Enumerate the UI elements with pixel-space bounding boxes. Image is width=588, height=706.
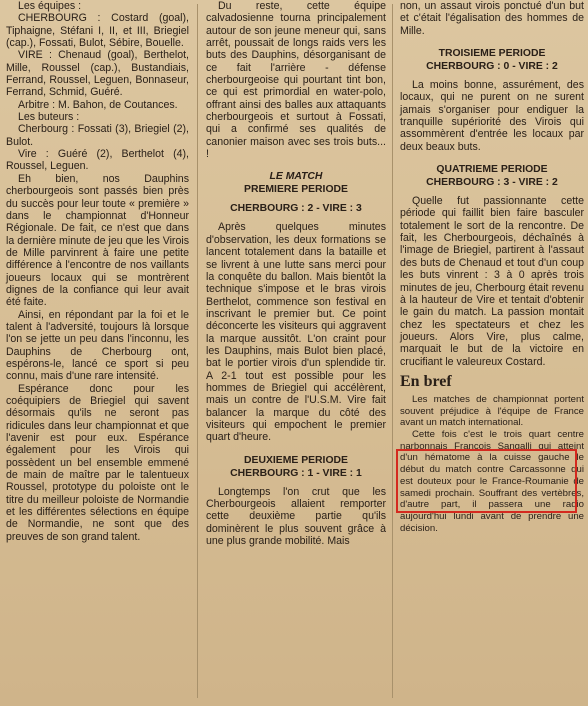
brief-heading: En bref (400, 372, 452, 390)
column-left (6, 0, 189, 543)
team-cherbourg: CHERBOURG : Costard (goal), Tiphaigne, Stéfani I, II, et III, Briegiel (cap.), Fossati, Bulot, Sébire, Bouelle. (6, 12, 189, 50)
column-rule (197, 4, 198, 698)
scorers-vire: Vire : Guéré (2), Berthelot (4), Roussel, Leguen. (6, 148, 189, 173)
highlight-box (396, 449, 577, 513)
article-paragraph: Ainsi, en répondant par la foi et le talent à l'adversité, toujours là lorsque l'on se jette un peu dans l'inconnu, les Dauphins de Cherbourg ont, espérons-le, lancé ce sport si peu connu, mais d'une rare intensité. (6, 308, 189, 383)
section-heading: LE MATCH (269, 171, 323, 183)
article-paragraph: Après quelques minutes d'observation, les deux formations se lancent totalement dans la bataille et se livrent à une lutte sans merci pour la conquête du ballon. Mais bientôt la technique s'impose et le bras virois Berthelot, commence son festival en inscrivant le premier but. Ce point déconcerte les visiteurs qui aggravent la marque aussitôt. L'on craint pour les Dauphins, mais Bulot bien placé, bat le portier virois d'un splendide tir. A 2-1 tout est possible pour les hommes de Briegiel qui accélèrent, mais un contre de l'U.S.M. Vire fait balancer la marque du côté des visiteurs qui empochent le premier quart d'heure. (206, 221, 386, 444)
referee: Arbitre : M. Bahon, de Coutances. (18, 98, 178, 111)
team-vire: VIRE : Chenaud (goal), Berthelot, Mille, Roussel (cap.), Bustandiais, Ferrand, Roussel, Leguen, Bonnaseur, Ferrand, Schmid, Guéré. (6, 49, 189, 99)
period-heading: PREMIERE PERIODE (244, 184, 348, 196)
brief-paragraph: Les matches de championnat portent souvent préjudice à l'équipe de France avant un match international. (400, 393, 584, 429)
period-heading: DEUXIEME PERIODE (244, 454, 348, 466)
article-paragraph: Quelle fut passionnante cette période qui faillit bien faire basculer totalement le sort de la rencontre. De fait, les Cherbourgeois, déchaînés à l'image de Briegiel, partirent à l'assaut des buts de Chenaud et tout d'un coup les buts vinrent : 3 à 0 après trois minutes de jeu, Cherbourg était revenu à la hauteur de Vire et tentait d'obtenir le gain du match. La passion montait chez les spectateurs et chez les joueurs. Alors Vire, plus calme, marquait le but de la victoire en crucifiant le valeureux Costard. (400, 195, 584, 368)
period-score: CHERBOURG : 0 - VIRE : 2 (426, 61, 558, 73)
article-paragraph: Du reste, cette équipe calvadosienne tourna principalement autour de son jeune meneur qui, sans arrêt, poussait de longs raids vers les buts des Dauphins, désorganisant de ce fait l'arrière - défense cherbourgeoise qui pourtant tint bon, ce qui est primordial en water-polo, offrant ainsi des balles aux attaquants cherbourgeois et surtout à Fossati, qui a confirmé ses qualités de canonier maison avec ses trois buts... ! (206, 0, 386, 161)
column-rule (392, 4, 393, 698)
teams-label: Les équipes : (18, 0, 82, 12)
scorers-cherbourg: Cherbourg : Fossati (3), Briegiel (2), Bulot. (6, 123, 189, 148)
article-paragraph: Longtemps l'on crut que les Cherbourgeois allaient remporter cette deuxième partie qu'ils dominèrent le plus souvent grâce à une plus grande mobilité. Mais (206, 485, 386, 548)
article-paragraph: Espérance donc pour les coéquipiers de Briegiel qui savent désormais qu'ils ne seront pas ridicules dans leur championnat et que l'avenir est pour eux. Espérance également pour les Virois qui possèdent un bel ensemble emmené de main de maître par le talentueux Roussel, prototype du poloiste ont le titre du meilleur poloiste de Normandie et les différentes sélections en équipe de Normandie, ne sont que des preuves de son grand talent. (6, 382, 189, 543)
brief-paragraph: Cette fois c'est le trois quart centre narbonnais François Sangalli qui atteint d'un hématome à la cuisse gauche le début du match contre Carcassonne qui est douteux pour le France-Roumanie de samedi prochain. Souffrant des vertèbres, d'autre part, il passera une radio aujourd'hui lundi avant de prendre une décision. (400, 429, 584, 534)
scorers-label: Les buteurs : (18, 111, 80, 124)
period-score: CHERBOURG : 1 - VIRE : 1 (230, 467, 362, 479)
article-paragraph: non, un assaut virois ponctué d'un but et c'était l'égalisation des hommes de Mille. (400, 0, 584, 37)
period-score: CHERBOURG : 3 - VIRE : 2 (426, 177, 558, 189)
column-middle (206, 0, 386, 547)
period-heading: QUATRIEME PERIODE (436, 164, 548, 176)
period-score: CHERBOURG : 2 - VIRE : 3 (230, 203, 362, 215)
period-heading: TROISIEME PERIODE (438, 48, 546, 60)
article-paragraph: Eh bien, nos Dauphins cherbourgeois sont passés bien près du succès pour leur toute « première » dans le championnat d'Honneur Régionale. De fait, ce n'est que dans la dernière minute de jeu que les Virois de Mille parvinrent à faire une petite différence à l'encontre de nos vaillants joueurs locaux qui se montrèrent dignes de la confiance qui leur avait été faite. (6, 172, 189, 309)
article-paragraph: La moins bonne, assurément, des locaux, qui ne purent on ne surent jamais s'organiser pour endiguer la tranquille supériorité des Virois qui assommèrent d'entrée les locaux par deux beaux buts. (400, 79, 584, 153)
